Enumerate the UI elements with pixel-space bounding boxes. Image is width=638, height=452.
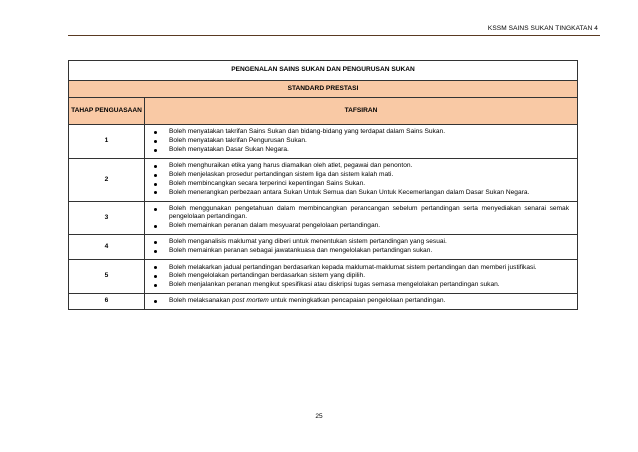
list-item: Boleh melakarkan jadual pertandingan berdasarkan kepada maklumat-maklumat sistem pertandingan dan memberi justifikasi.	[150, 264, 569, 272]
standard-label: STANDARD PRESTASI	[69, 81, 578, 98]
table-row	[69, 260, 578, 294]
list-item: Boleh menjalankan peranan mengikut spesifikasi atau diskripsi tugas semasa mengelolakan pertandingan sukan.	[150, 281, 569, 289]
description-cell	[145, 260, 578, 294]
description-cell	[145, 201, 578, 234]
table-row	[69, 125, 578, 159]
list-item: Boleh memainkan peranan dalam mesyuarat pengelolaan pertandingan.	[150, 222, 569, 230]
list-item: Boleh menggunakan pengetahuan dalam membincangkan perancangan sebelum pertandingan serta menyediakan senarai semak pengelolaan pertandingan.	[150, 205, 569, 222]
description-list	[150, 238, 569, 255]
description-list	[150, 162, 569, 197]
level-cell: 4	[69, 235, 145, 260]
description-cell	[145, 158, 578, 201]
header-divider	[68, 35, 600, 36]
description-list	[150, 205, 569, 231]
item-text: untuk meningkatkan pencapaian pengelolaan pertandingan.	[268, 297, 446, 305]
table-row	[69, 293, 578, 309]
description-cell	[145, 293, 578, 309]
page-number: 25	[315, 413, 323, 420]
table-body	[69, 125, 578, 310]
list-item: Boleh menerangkan perbezaan antara Sukan Untuk Semua dan Sukan Untuk Kecemerlangan dalam Dasar Sukan Negara.	[150, 189, 569, 197]
list-item: Boleh menghuraikan etika yang harus diamalkan oleh atlet, pegawai dan penonton.	[150, 162, 569, 170]
table-row	[69, 158, 578, 201]
description-list	[150, 264, 569, 290]
list-item: Boleh menjelaskan prosedur pertandingan sistem liga dan sistem kalah mati.	[150, 171, 569, 179]
item-text: Boleh melaksanakan	[169, 297, 233, 305]
column-header-description: TAFSIRAN	[145, 98, 578, 125]
list-item: Boleh menyatakan Dasar Sukan Negara.	[150, 146, 569, 154]
level-cell: 2	[69, 158, 145, 201]
description-cell	[145, 125, 578, 159]
level-cell: 3	[69, 201, 145, 234]
list-item: Boleh menganalisis maklumat yang diberi untuk menentukan sistem pertandingan yang sesuai.	[150, 238, 569, 246]
level-cell: 1	[69, 125, 145, 159]
level-cell: 6	[69, 293, 145, 309]
description-cell	[145, 235, 578, 260]
document-header: KSSM SAINS SUKAN TINGKATAN 4	[487, 25, 598, 32]
list-item	[150, 297, 569, 305]
list-item: Boleh menyatakan takrifan Sains Sukan dan bidang-bidang yang terdapat dalam Sains Sukan.	[150, 128, 569, 136]
item-italic-term: post mortem	[232, 297, 269, 305]
list-item: Boleh memainkan peranan sebagai jawatankuasa dan mengelolakan pertandingan sukan.	[150, 247, 569, 255]
performance-standard-table	[68, 60, 578, 310]
list-item: Boleh membincangkan secara terperinci kepentingan Sains Sukan.	[150, 180, 569, 188]
table-row	[69, 235, 578, 260]
description-list	[150, 297, 569, 305]
description-list	[150, 128, 569, 154]
level-cell: 5	[69, 260, 145, 294]
column-header-level: TAHAP PENGUASAAN	[69, 98, 145, 125]
table-row	[69, 201, 578, 234]
list-item: Boleh menyatakan takrifan Pengurusan Sukan.	[150, 137, 569, 145]
table-title: PENGENALAN SAINS SUKAN DAN PENGURUSAN SUKAN	[69, 61, 578, 81]
list-item: Boleh mengelolakan pertandingan berdasarkan sistem yang dipilih.	[150, 272, 569, 280]
